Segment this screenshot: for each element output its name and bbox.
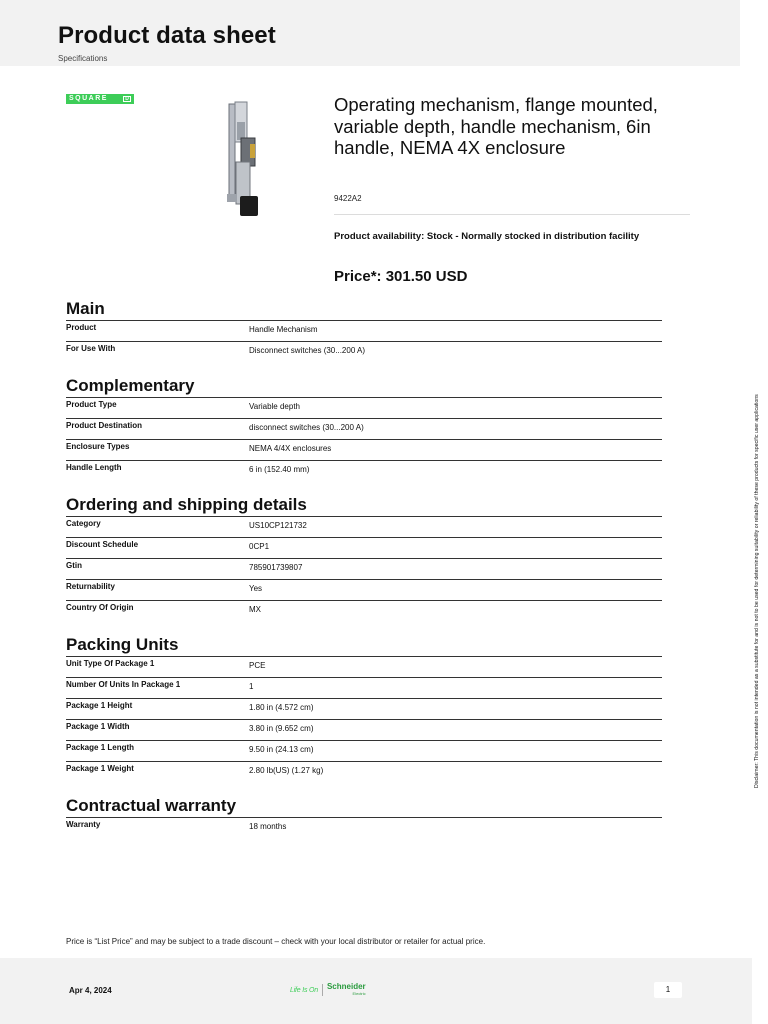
spec-value: 3.80 in (9.652 cm) <box>249 724 314 733</box>
spec-label: Warranty <box>66 820 101 829</box>
spec-row <box>66 516 662 537</box>
section-title-warranty: Contractual warranty <box>66 796 237 815</box>
spec-label: Package 1 Width <box>66 722 130 731</box>
spec-label: Gtin <box>66 561 82 570</box>
product-image <box>200 98 300 222</box>
spec-row <box>66 397 662 418</box>
spec-value: 2.80 lb(US) (1.27 kg) <box>249 766 324 775</box>
product-reference: 9422A2 <box>334 194 362 203</box>
footer-date: Apr 4, 2024 <box>69 986 112 995</box>
spec-value: 1.80 in (4.572 cm) <box>249 703 314 712</box>
section-title-ordering: Ordering and shipping details <box>66 495 307 514</box>
spec-label: Discount Schedule <box>66 540 139 549</box>
spec-row <box>66 439 662 460</box>
spec-table-complementary <box>66 397 662 481</box>
spec-row <box>66 600 662 621</box>
product-price: Price*: 301.50 USD <box>334 268 468 285</box>
spec-label: Unit Type Of Package 1 <box>66 659 155 668</box>
spec-value: US10CP121732 <box>249 521 307 530</box>
spec-row <box>66 579 662 600</box>
spec-table-packing <box>66 656 662 782</box>
spec-row <box>66 817 662 838</box>
section-title-packing: Packing Units <box>66 635 179 654</box>
page-title: Product data sheet <box>58 22 276 49</box>
spec-value: Yes <box>249 584 263 593</box>
spec-label: Enclosure Types <box>66 442 130 451</box>
spec-value: Variable depth <box>249 402 300 411</box>
square-d-logo <box>66 94 134 104</box>
page-subtitle: Specifications <box>58 54 108 63</box>
logo-mark: D <box>123 96 131 102</box>
logo-separator <box>322 984 323 996</box>
logo-text: SQUARE <box>69 95 108 102</box>
spec-value: disconnect switches (30...200 A) <box>249 423 364 432</box>
spec-label: Package 1 Weight <box>66 764 134 773</box>
spec-row <box>66 460 662 481</box>
spec-value: Disconnect switches (30...200 A) <box>249 346 366 355</box>
spec-label: Product Destination <box>66 421 143 430</box>
spec-value: 1 <box>249 682 254 691</box>
logo-brand-sub: Electric <box>352 991 366 996</box>
spec-value: Handle Mechanism <box>249 325 318 334</box>
spec-value: 18 months <box>249 822 287 831</box>
spec-value: 6 in (152.40 mm) <box>249 465 310 474</box>
logo-brand <box>327 983 366 997</box>
schneider-electric-logo <box>290 983 366 997</box>
spec-table-ordering <box>66 516 662 621</box>
divider <box>334 214 690 215</box>
spec-row <box>66 740 662 761</box>
spec-value: 9.50 in (24.13 cm) <box>249 745 314 754</box>
spec-label: Package 1 Length <box>66 743 135 752</box>
footer-band <box>0 958 752 1024</box>
spec-label: Category <box>66 519 101 528</box>
spec-label: Country Of Origin <box>66 603 134 612</box>
spec-label: Returnability <box>66 582 115 591</box>
spec-label: Product <box>66 323 97 332</box>
spec-label: For Use With <box>66 344 116 353</box>
spec-table-warranty <box>66 817 662 838</box>
spec-value: NEMA 4/4X enclosures <box>249 444 332 453</box>
spec-value: MX <box>249 605 261 614</box>
disclaimer-text: Disclaimer: This documentation is not intended as a substitute for and is not to be used for determining suitability or reliability of these products for specific user applications <box>754 394 760 788</box>
section-title-main: Main <box>66 299 105 318</box>
logo-brand-name: Schneider <box>326 982 366 991</box>
spec-row <box>66 537 662 558</box>
spec-row <box>66 719 662 740</box>
product-name: Operating mechanism, flange mounted, variable depth, handle mechanism, 6in handle, NEMA 4X enclosure <box>334 94 658 158</box>
spec-row <box>66 761 662 782</box>
spec-row <box>66 320 662 341</box>
spec-row <box>66 341 662 362</box>
spec-row <box>66 677 662 698</box>
page-number: 1 <box>654 982 682 998</box>
spec-label: Number Of Units In Package 1 <box>66 680 181 689</box>
spec-value: 0CP1 <box>249 542 270 551</box>
spec-row <box>66 558 662 579</box>
price-footnote: Price is “List Price” and may be subject to a trade discount – check with your local distributor or retailer for actual price. <box>66 937 486 946</box>
spec-row <box>66 656 662 677</box>
section-title-complementary: Complementary <box>66 376 195 395</box>
spec-label: Product Type <box>66 400 117 409</box>
spec-value: 785901739807 <box>249 563 303 572</box>
spec-row <box>66 698 662 719</box>
product-availability: Product availability: Stock - Normally stocked in distribution facility <box>334 231 640 242</box>
logo-tagline: Life Is On <box>290 986 318 994</box>
spec-value: PCE <box>249 661 266 670</box>
spec-table-main <box>66 320 662 362</box>
spec-label: Handle Length <box>66 463 122 472</box>
spec-row <box>66 418 662 439</box>
spec-label: Package 1 Height <box>66 701 133 710</box>
